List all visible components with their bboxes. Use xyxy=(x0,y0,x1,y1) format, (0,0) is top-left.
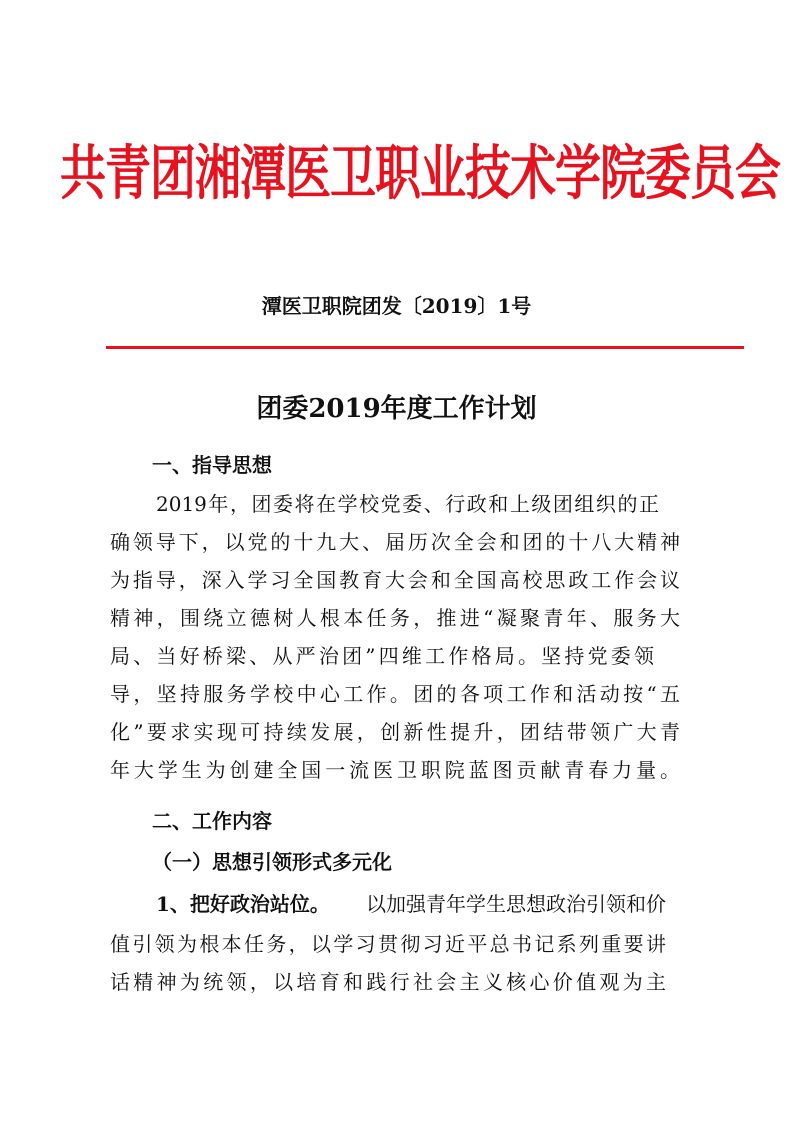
item-1-lead: 1、把好政治站位。 xyxy=(156,892,330,916)
document-number: 潭医卫职院团发〔2019〕1号 xyxy=(261,294,532,318)
item-1-first-line-text: 以加强青年学生思想政治引领和价 xyxy=(366,892,666,916)
paragraph-line: 确领导下，以党的十九大、届历次全会和团的十八大精神 xyxy=(110,530,680,554)
paragraph-line: 为指导，深入学习全国教育大会和全国高校思政工作会议 xyxy=(110,568,680,592)
section-heading-work-content: 二、工作内容 xyxy=(152,809,272,833)
paragraph-line: 导，坚持服务学校中心工作。团的各项工作和活动按“五 xyxy=(110,682,680,706)
document-title: 团委2019年度工作计划 xyxy=(256,394,537,424)
paragraph-line: 年大学生为创建全国一流医卫职院蓝图贡献青春力量。 xyxy=(110,758,680,782)
section-heading-guiding-ideology: 一、指导思想 xyxy=(152,453,272,477)
organization-title: 共青团湘潭医卫职业技术学院委员会 xyxy=(60,138,780,208)
paragraph-line: 2019年，团委将在学校党委、行政和上级团组织的正 xyxy=(156,492,659,516)
paragraph-line: 话精神为统领，以培育和践行社会主义核心价值观为主 xyxy=(110,970,666,994)
subsection-heading-ideological-guidance: （一）思想引领形式多元化 xyxy=(152,850,392,874)
paragraph-line: 值引领为根本任务，以学习贯彻习近平总书记系列重要讲 xyxy=(110,932,666,956)
item-1-first-line xyxy=(156,890,666,918)
paragraph-line: 化”要求实现可持续发展，创新性提升，团结带领广大青 xyxy=(110,720,680,744)
paragraph-line: 局、当好桥梁、从严治团”四维工作格局。坚持党委领 xyxy=(110,644,654,668)
red-divider-line xyxy=(106,346,744,349)
paragraph-line: 精神，围绕立德树人根本任务，推进“凝聚青年、服务大 xyxy=(110,606,680,630)
